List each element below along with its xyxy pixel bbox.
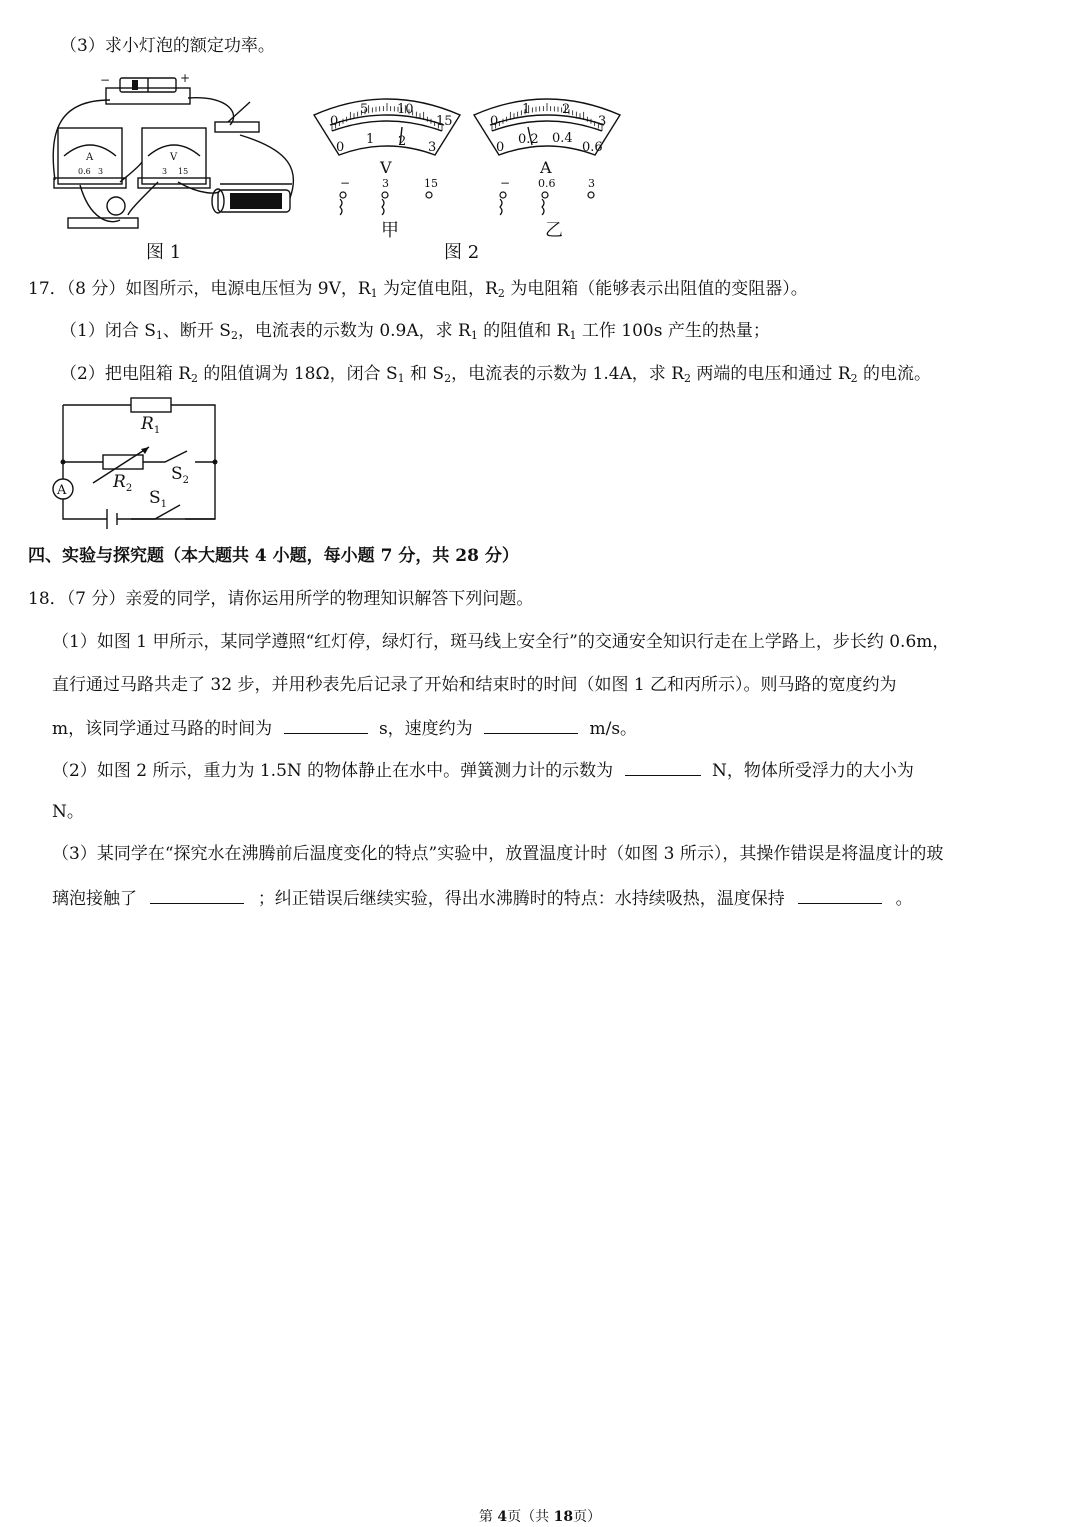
q17-circuit-diagram	[45, 395, 225, 525]
volt-term-15: 15	[424, 177, 438, 190]
fig1-volt-term-15: 15	[178, 167, 189, 176]
fig1-voltmeter-symbol: V	[170, 152, 178, 163]
amm-scale-top-3: 3	[598, 114, 607, 129]
page-footer: 第 4页（共 18页）	[478, 1509, 602, 1525]
volt-scale-bottom-1: 1	[366, 132, 375, 147]
circuit-s2-label: $S_2$	[171, 464, 190, 486]
amm-scale-bottom-02: 0.2	[518, 132, 539, 147]
meter-yi-label: 乙	[545, 220, 563, 241]
q18-part3-line1: （3）某同学在“探究水在沸腾前后温度变化的特点”实验中，放置温度计时（如图 3 所示），其操作错误是将温度计的玻	[52, 844, 944, 864]
meter-jia-label: 甲	[381, 220, 399, 241]
q18-part1-line2: 直行通过马路共走了 32 步，并用秒表先后记录了开始和结束时的时间（如图 1 乙和丙所示）。则马路的宽度约为	[52, 675, 897, 695]
fig1-volt-term-3: 3	[162, 167, 168, 176]
volt-scale-bottom-2: 2	[398, 134, 407, 149]
amm-scale-top-2: 2	[562, 102, 571, 117]
amm-scale-top-1: 1	[522, 102, 531, 117]
fig2-caption: 图 2	[444, 242, 480, 263]
q18-stem: 18．（7 分）亲爱的同学，请你运用所学的物理知识解答下列问题。	[28, 589, 534, 609]
amm-scale-top-0: 0	[490, 114, 499, 129]
voltmeter-jia	[310, 95, 465, 215]
q18-part2-line2: N。	[52, 802, 84, 822]
circuit-r1-label: $R_1$	[141, 414, 161, 436]
volt-scale-bottom-3: 3	[428, 140, 437, 155]
q16-part3: （3）求小灯泡的额定功率。	[60, 36, 275, 56]
volt-scale-top-10: 10	[397, 102, 414, 117]
figure1-apparatus	[40, 70, 305, 240]
q18-part1-line1: （1）如图 1 甲所示，某同学遵照“红灯停，绿灯行，斑马线上安全行”的交通安全知识行走在上学路上，步长约 0.6m，	[52, 632, 950, 652]
blank-spring-scale-reading[interactable]	[625, 757, 701, 776]
fig1-battery-minus: −	[100, 73, 111, 87]
fig1-caption: 图 1	[146, 242, 182, 263]
q18-part3-line2: 璃泡接触了 ；纠正错误后继续实验，得出水沸腾时的特点：水持续吸热，温度保持 。	[52, 885, 913, 911]
amm-symbol: A	[540, 158, 552, 177]
volt-symbol: V	[380, 158, 392, 177]
fig1-amm-term-06: 0.6	[78, 167, 91, 176]
amm-term-minus: −	[500, 176, 511, 190]
volt-scale-top-5: 5	[360, 102, 369, 117]
volt-term-minus: −	[340, 176, 351, 190]
blank-touched-object[interactable]	[150, 885, 244, 904]
q17-part1: （1）闭合 $S_1$、断开 $S_2$，电流表的示数为 0.9A，求 $R_1$ 的阻值和 $R_1$ 工作 100s 产生的热量；	[60, 321, 770, 342]
volt-scale-top-0: 0	[330, 114, 339, 129]
volt-scale-bottom-0: 0	[336, 140, 345, 155]
fig1-ammeter-symbol: A	[86, 152, 94, 163]
amm-scale-bottom-0: 0	[496, 140, 505, 155]
amm-scale-bottom-04: 0.4	[552, 131, 573, 146]
q17-stem: 17．（8 分）如图所示，电源电压恒为 9V，$R_1$ 为定值电阻，$R_2$ 为电阻箱（能够表示出阻值的变阻器）。	[28, 279, 808, 300]
amm-term-06: 0.6	[538, 177, 556, 190]
ammeter-yi	[470, 95, 625, 215]
fig1-battery-plus: +	[180, 71, 191, 85]
circuit-r2-label: $R_2$	[113, 472, 133, 494]
amm-term-3: 3	[588, 177, 595, 190]
volt-term-3: 3	[382, 177, 389, 190]
q17-part2: （2）把电阻箱 $R_2$ 的阻值调为 18Ω，闭合 $S_1$ 和 $S_2$，电流表的示数为 1.4A，求 $R_2$ 两端的电压和通过 $R_2$ 的电流。	[60, 364, 932, 385]
fig1-amm-term-3: 3	[98, 167, 104, 176]
blank-temperature-state[interactable]	[798, 885, 882, 904]
blank-speed[interactable]	[484, 715, 578, 734]
blank-crossing-time[interactable]	[284, 715, 368, 734]
q18-part1-line3: m，该同学通过马路的时间为 s，速度约为 m/s。	[52, 715, 637, 741]
section4-title: 四、实验与探究题（本大题共 4 小题，每小题 7 分，共 28 分）	[28, 546, 519, 566]
q18-part2-line1: （2）如图 2 所示，重力为 1.5N 的物体静止在水中。弹簧测力计的示数为 N，物体所受浮力的大小为	[52, 757, 914, 783]
circuit-ammeter-symbol: A	[57, 483, 67, 498]
volt-scale-top-15: 15	[436, 114, 453, 129]
amm-scale-bottom-06: 0.6	[582, 140, 603, 155]
circuit-s1-label: $S_1$	[149, 488, 168, 510]
